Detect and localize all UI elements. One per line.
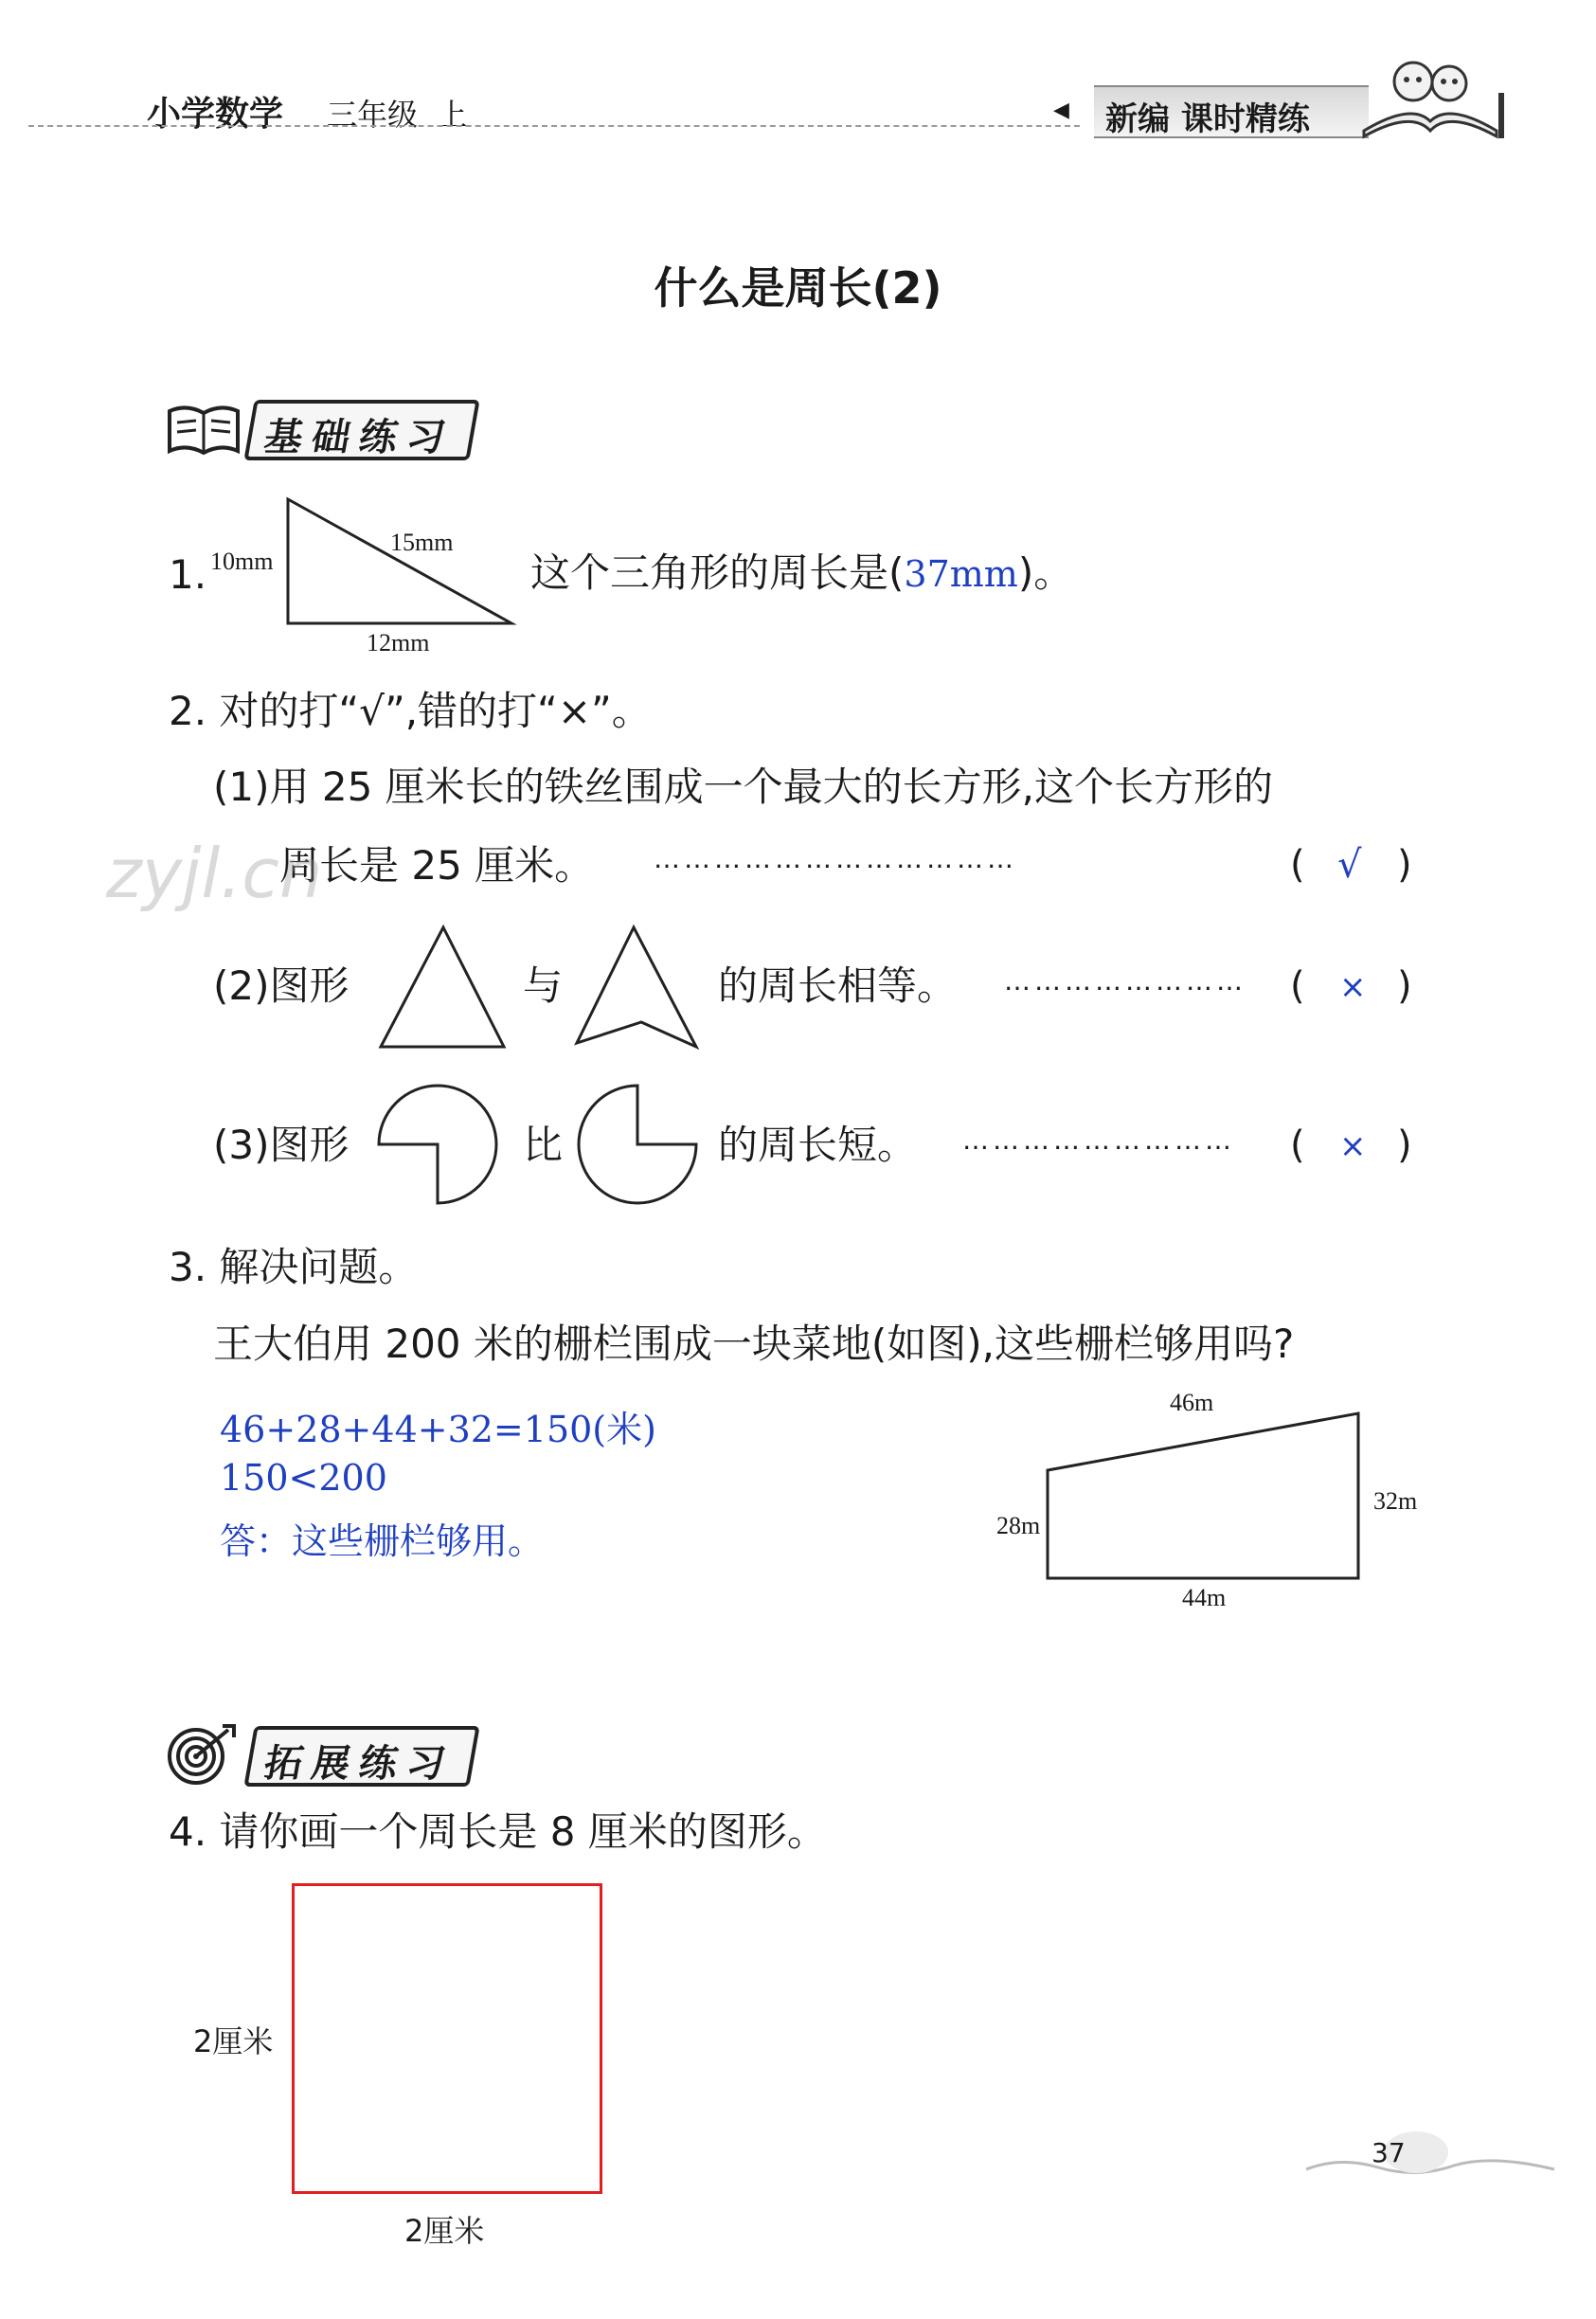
q2-item2-leader: …………………… xyxy=(1004,965,1246,997)
q4-square-drawing xyxy=(292,1883,602,2194)
section-basic-banner xyxy=(243,400,479,460)
q4-label-bottom: 2厘米 xyxy=(404,2213,485,2249)
q2-item3-close: ) xyxy=(1397,1124,1412,1167)
section-basic-title: 基础练习 xyxy=(260,416,458,459)
q2-item3-suffix: 的周长短。 xyxy=(718,1122,918,1168)
q4-label-side: 2厘米 xyxy=(193,2023,274,2059)
page-title: 什么是周长(2) xyxy=(654,262,942,314)
q3-answer-line1: 46+28+44+32=150(米) xyxy=(220,1409,656,1450)
q2-item2-close: ) xyxy=(1397,964,1412,1008)
page-decoration-icon xyxy=(1302,2128,1558,2184)
q2-item3-answer: × xyxy=(1339,1127,1367,1165)
q3-answer-line2: 150<200 xyxy=(220,1457,387,1499)
header xyxy=(0,0,1596,152)
q3-label-bottom: 44m xyxy=(1182,1584,1227,1611)
q2-item3-open: ( xyxy=(1290,1124,1305,1167)
q1-label-bottom: 12mm xyxy=(367,629,430,656)
q3-stem: 3. 解决问题。 xyxy=(169,1244,419,1290)
q2-item2-answer: × xyxy=(1339,968,1367,1006)
q2-item1-line1: (1)用 25 厘米长的铁丝围成一个最大的长方形,这个长方形的 xyxy=(213,764,1273,810)
header-divider xyxy=(28,125,1080,127)
q2-item2-open: ( xyxy=(1290,964,1305,1008)
q3-answer-line3: 答：这些栅栏够用。 xyxy=(220,1520,545,1562)
triangle-marker-icon: ◀ xyxy=(1053,99,1069,122)
q2-circle-quarter-notch-right xyxy=(571,1078,704,1211)
q3-label-left: 28m xyxy=(996,1512,1041,1539)
q2-triangle-regular xyxy=(377,924,510,1052)
q2-triangle-notched xyxy=(573,924,701,1052)
section-extended-banner xyxy=(243,1726,479,1787)
q2-item2-mid: 与 xyxy=(523,962,564,1009)
q2-circle-quarter-notch-left xyxy=(371,1078,504,1211)
q2-item1-line2: 周长是 25 厘米。 xyxy=(279,842,595,889)
header-series: 新编 课时精练 xyxy=(1105,100,1310,138)
q1-triangle xyxy=(279,493,516,630)
q2-item3-leader: ……………………… xyxy=(962,1124,1235,1156)
header-grade: 三年级 上 xyxy=(327,97,468,133)
q1-text xyxy=(530,549,1074,596)
q2-item1-leader: ……………………………… xyxy=(654,843,1017,874)
q1-label-left: 10mm xyxy=(210,548,274,575)
q1-text-suffix: )。 xyxy=(1017,549,1074,596)
q3-label-top: 46m xyxy=(1170,1389,1214,1416)
q4-stem: 4. 请你画一个周长是 8 厘米的图形。 xyxy=(169,1808,827,1855)
q2-stem: 2. 对的打“√”,错的打“×”。 xyxy=(169,688,652,734)
q2-item1-open: ( xyxy=(1290,843,1305,887)
q2-item3-prefix: (3)图形 xyxy=(213,1122,350,1168)
q1-number: 1. xyxy=(169,551,207,598)
watermark: zyjl.cn xyxy=(106,834,323,913)
q2-item2-suffix: 的周长相等。 xyxy=(718,962,958,1009)
q3-trapezoid xyxy=(1042,1410,1364,1585)
header-series-banner xyxy=(1094,85,1369,138)
q2-item2-prefix: (2)图形 xyxy=(213,962,350,1009)
q3-label-right: 32m xyxy=(1373,1487,1418,1515)
q3-text: 王大伯用 200 米的栅栏围成一块菜地(如图),这些栅栏够用吗? xyxy=(213,1321,1295,1367)
q1-label-hyp: 15mm xyxy=(390,529,454,556)
target-icon xyxy=(166,1724,236,1785)
q2-item1-close: ) xyxy=(1397,843,1412,887)
page-number: 37 xyxy=(1372,2137,1406,2168)
q1-answer: 37mm xyxy=(904,553,1018,595)
open-book-icon xyxy=(166,400,242,457)
q2-item3-mid: 比 xyxy=(523,1122,564,1168)
q1-text-prefix: 这个三角形的周长是( xyxy=(530,549,905,596)
q2-item1-answer: √ xyxy=(1337,843,1362,887)
section-extended-title: 拓展练习 xyxy=(260,1742,458,1786)
header-subject: 小学数学 xyxy=(147,95,284,134)
book-mascot-icon xyxy=(1354,55,1506,140)
